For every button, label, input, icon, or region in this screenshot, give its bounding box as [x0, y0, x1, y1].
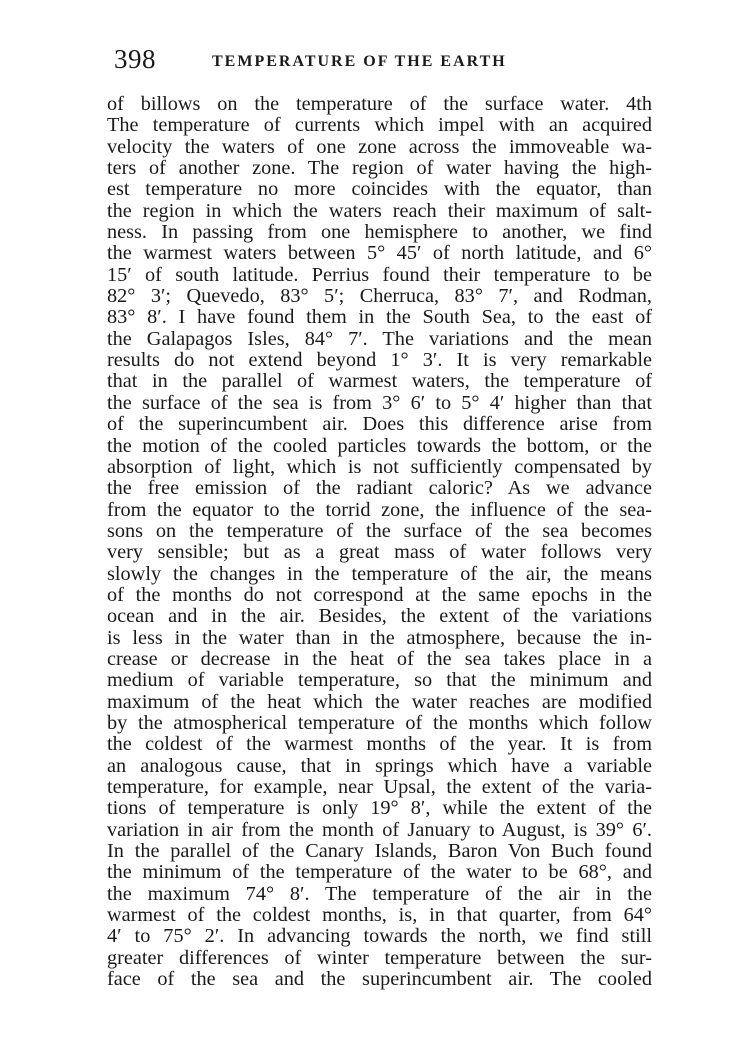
text-line: In the parallel of the Canary Islands, Baron Von Buch found: [107, 840, 652, 863]
text-line: the coldest of the warmest months of the year. It is from: [107, 733, 652, 756]
text-line: 82° 3′; Quevedo, 83° 5′; Cherruca, 83° 7′, and Rodman,: [107, 285, 652, 308]
text-line: the free emission of the radiant caloric? As we advance: [107, 477, 652, 500]
text-line: 4′ to 75° 2′. In advancing towards the north, we find still: [107, 925, 652, 948]
running-head: [114, 44, 654, 78]
text-line: ocean and in the air. Besides, the extent of the variations: [107, 605, 652, 628]
text-line: medium of variable temperature, so that the minimum and: [107, 669, 652, 692]
text-line: from the equator to the torrid zone, the influence of the sea-: [107, 498, 652, 521]
text-line: an analogous cause, that in springs which have a variable: [107, 754, 652, 777]
text-line: face of the sea and the superincumbent air. The cooled: [107, 968, 652, 991]
text-line: the minimum of the temperature of the water to be 68°, and: [107, 861, 652, 884]
text-line: of the superincumbent air. Does this difference arise from: [107, 413, 652, 436]
text-line: sons on the temperature of the surface of the sea becomes: [107, 519, 652, 542]
text-line: maximum of the heat which the water reaches are modified: [107, 690, 652, 713]
text-line: results do not extend beyond 1° 3′. It is very remarkable: [107, 349, 652, 372]
text-line: ness. In passing from one hemisphere to another, we find: [107, 221, 652, 244]
text-line: the Galapagos Isles, 84° 7′. The variations and the mean: [107, 327, 652, 350]
text-line: warmest of the coldest months, is, in that quarter, from 64°: [107, 904, 652, 927]
text-line: 83° 8′. I have found them in the South Sea, to the east of: [107, 306, 652, 329]
text-line: that in the parallel of warmest waters, the temperature of: [107, 370, 652, 393]
text-line: of the months do not correspond at the same epochs in the: [107, 583, 652, 606]
text-line: crease or decrease in the heat of the sea takes place in a: [107, 647, 652, 670]
text-line: the motion of the cooled particles towards the bottom, or the: [107, 434, 652, 457]
text-line: is less in the water than in the atmosphere, because the in-: [107, 626, 652, 649]
running-title: TEMPERATURE OF THE EARTH: [212, 53, 507, 70]
text-line: velocity the waters of one zone across the immoveable wa-: [107, 135, 652, 158]
text-line: absorption of light, which is not sufficiently compensated by: [107, 455, 652, 478]
text-line: by the atmospherical temperature of the months which follow: [107, 711, 652, 734]
text-line: The temperature of currents which impel with an acquired: [107, 114, 652, 137]
text-line: the warmest waters between 5° 45′ of north latitude, and 6°: [107, 242, 652, 265]
text-line: the maximum 74° 8′. The temperature of the air in the: [107, 882, 652, 905]
text-line: est temperature no more coincides with the equator, than: [107, 178, 652, 201]
text-line: temperature, for example, near Upsal, the extent of the varia-: [107, 776, 652, 798]
text-line: ters of another zone. The region of water having the high-: [107, 157, 652, 180]
text-line: variation in air from the month of January to August, is 39° 6′.: [107, 818, 652, 841]
body-text: [107, 94, 652, 990]
text-line: the region in which the waters reach their maximum of salt-: [107, 199, 652, 222]
text-line: tions of temperature is only 19° 8′, while the extent of the: [107, 797, 652, 820]
text-line: of billows on the temperature of the surface water. 4th: [107, 93, 652, 115]
text-line: greater differences of winter temperature between the sur-: [107, 946, 652, 969]
text-line: the surface of the sea is from 3° 6′ to 5° 4′ higher than that: [107, 391, 652, 414]
text-line: very sensible; but as a great mass of water follows very: [107, 541, 652, 564]
text-line: slowly the changes in the temperature of the air, the means: [107, 562, 652, 585]
page-number: 398: [114, 44, 156, 74]
text-line: 15′ of south latitude. Perrius found their temperature to be: [107, 263, 652, 286]
